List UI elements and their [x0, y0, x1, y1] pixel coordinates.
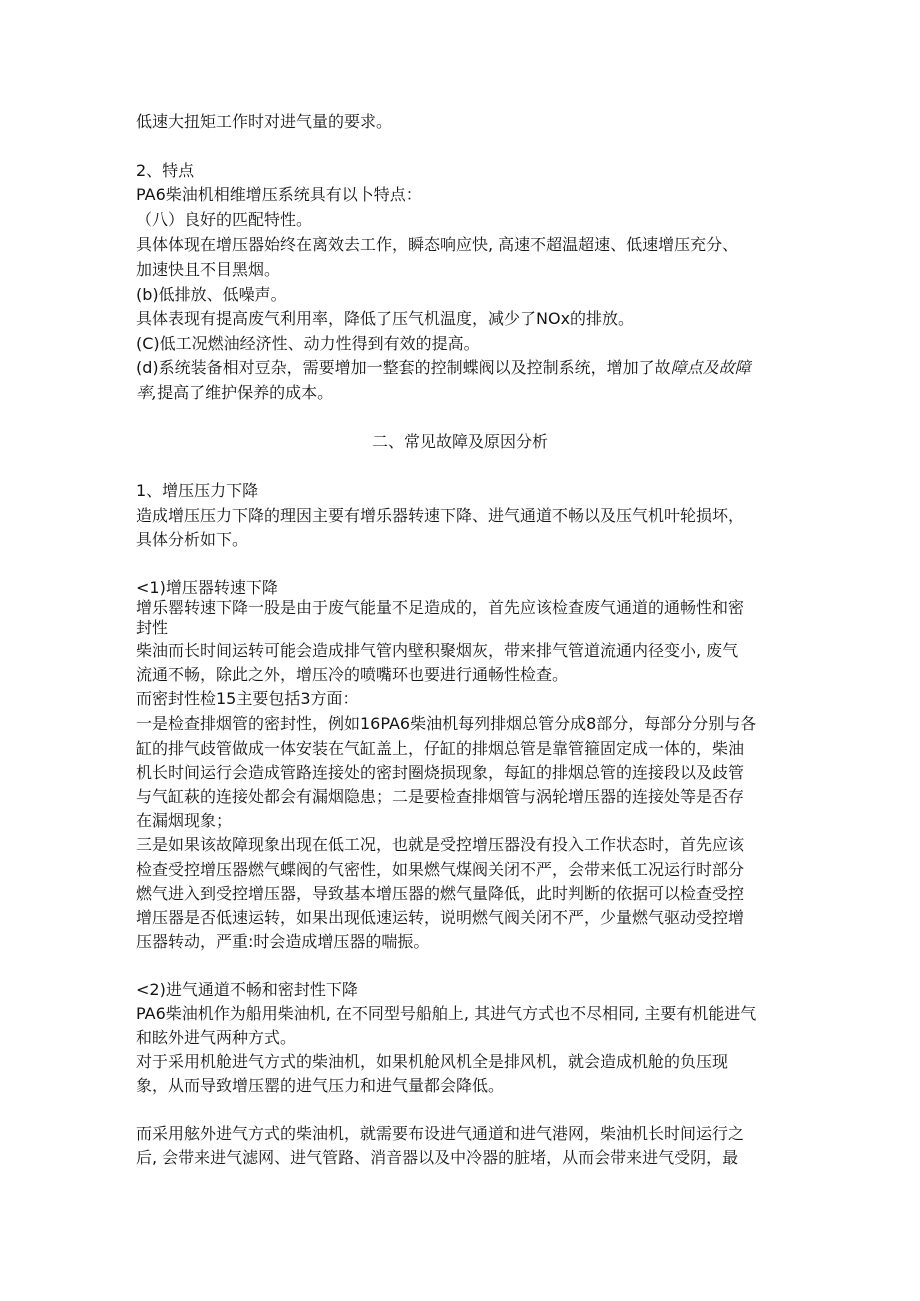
italic-segment: 障点及故障 [670, 358, 751, 377]
text-line: 流通不畅，除此之外，增压冷的喷嘴环也要进行通畅性检查。 [136, 665, 569, 684]
text-line: 而采用舷外进气方式的柴油机，就需要布设进气通道和进气港网，柴油机长时间运行之 [136, 1124, 745, 1143]
text-line: 后, 会带来进气滤网、进气管路、消音器以及中冷器的脏堵，从而会带来进气受阴，最 [136, 1148, 739, 1167]
text-line: 增压器是否低速运转，如果出现低速运转，说明燃气阀关闭不严，少量燃气驱动受控增 [136, 908, 745, 927]
text-line [136, 382, 333, 404]
text-line: 具体表现有提高废气利用率，降低了压气机温度，减少了NOx的排放。 [136, 309, 635, 328]
text-line: 三是如果该故障现象出现在低工况，也就是受控增压器没有投入工作状态时，首先应该 [136, 835, 745, 854]
list-item [136, 357, 751, 379]
text-line: 缸的排气歧管做成一体安装在气缸盖上，仔缸的排烟总管是靠管箍固定成一体的，柴油 [136, 739, 745, 758]
text-line: 增乐罂转速下降一股是由于废气能量不足造成的，首先应该检查废气通道的通畅性和密 [136, 598, 745, 617]
text-line: 与气缸萩的连接处都会有漏烟隐患；二是要检查排烟管与涡轮增压器的连接处等是否存 [136, 787, 745, 806]
text-line: 具体体现在增压器始终在离效去工作，瞬态响应快, 高速不超温超速、低速增压充分、 [136, 235, 739, 254]
text-line: PA6柴油机作为船用柴油机, 在不同型号船舶上, 其进气方式也不尽相同, 主要有机能进气 [136, 1004, 757, 1023]
list-item: （八）良好的匹配特性。 [136, 210, 313, 229]
text-line: 和眩外进气两种方式。 [136, 1028, 297, 1047]
text-line: 加速快且不目黑烟。 [136, 260, 281, 279]
text-line: 在漏烟现象； [136, 811, 233, 830]
text-line: 压器转动，严重:时会造成增压器的喘振。 [136, 932, 430, 951]
text-line: PA6柴油机相维增压系统具有以卜特点： [136, 185, 422, 204]
text-line: 具体分析如下。 [136, 530, 249, 549]
text-line: 燃气进入到受控增压器，导致基本增压器的燃气量降低，此时判断的依据可以检查受控 [136, 884, 745, 903]
text-line: 对于采用机舱进气方式的柴油机，如果机舱风机全是排风机，就会造成机舱的负压现 [136, 1052, 729, 1071]
text-line: 柴油而长时间运转可能会造成排气管内壁积聚烟灰，带来排气管道流通内径变小, 废气 [136, 641, 739, 660]
text-line: 封性 [136, 618, 169, 637]
text-line: 一是检查排烟管的密封性，例如16PA6柴油机每列排烟总管分成8部分，每部分分别与各 [136, 714, 757, 733]
italic-segment: 率, [136, 383, 158, 402]
text-line: 象，从而导致增压罂的进气压力和进气量都会降低。 [136, 1076, 505, 1095]
text-line: 而密封性检15主要包括3方面： [136, 689, 359, 708]
text-line: 低速大扭矩工作时对进气量的要求。 [136, 112, 393, 131]
subsection-heading: <1)增压器转速下降 [136, 578, 278, 597]
chapter-heading: 二、常见故障及原因分析 [371, 432, 548, 451]
text-line: 检查受控增压器燃气蝶阀的气密性，如果燃气煤阀关闭不严，会带来低工况运行时部分 [136, 860, 745, 879]
text-segment: 提高了维护保养的成本。 [157, 383, 334, 402]
text-line: 机长时间运行会造成管路连接处的密封圈烧损现象，每缸的排烟总管的连接段以及歧管 [136, 763, 745, 782]
subsection-heading: <2)进气通道不畅和密封性下降 [136, 980, 358, 999]
text-segment: (d)系统装备相对豆杂，需要增加一整套的控制蝶阀以及控制系统，增加了故 [136, 358, 671, 377]
section-heading: 2、特点 [136, 161, 195, 180]
section-heading: 1、增压压力下降 [136, 481, 259, 500]
list-item: (b)低排放、低噪声。 [136, 285, 287, 304]
list-item: (C)低工况燃油经济性、动力性得到有效的提高。 [136, 334, 480, 353]
text-line: 造成增压压力下降的理因主要有增乐器转速下降、进气通道不畅以及压气机叶轮损坏， [136, 506, 745, 525]
